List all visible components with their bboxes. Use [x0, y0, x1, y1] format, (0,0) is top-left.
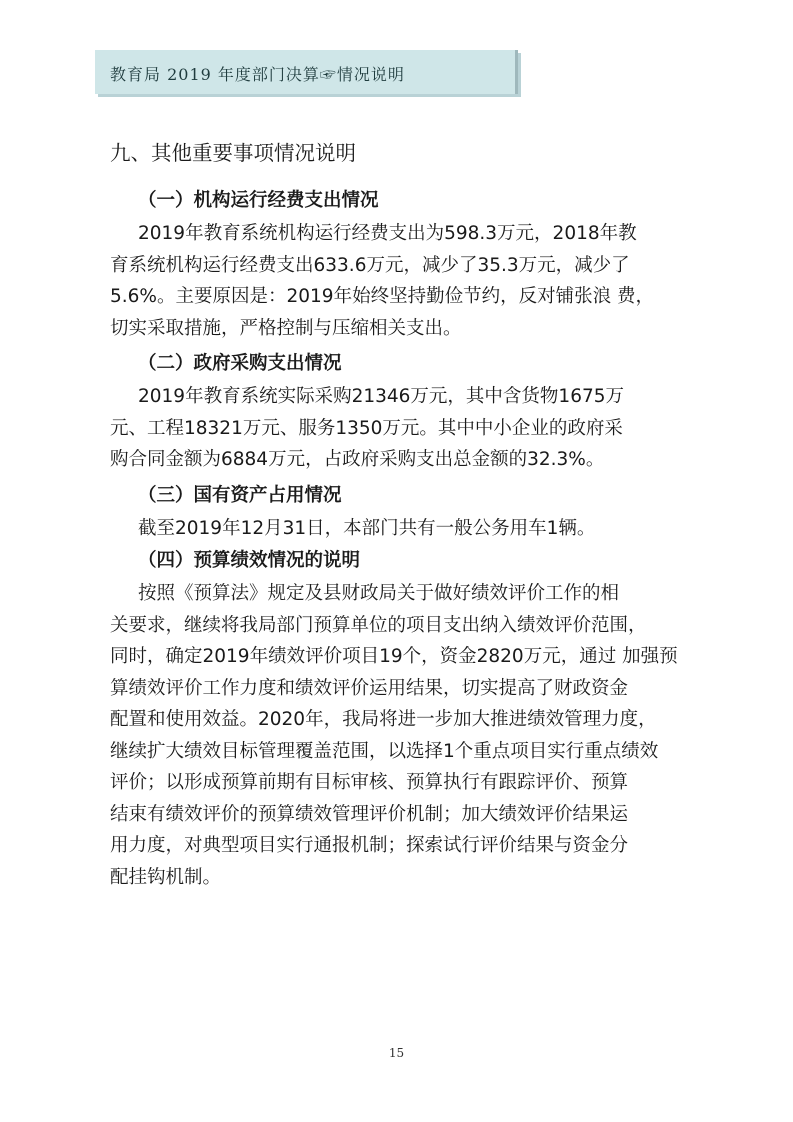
subsection-title-2: （二）政府采购支出情况	[138, 353, 342, 374]
subsection-title-1: （一）机构运行经费支出情况	[138, 190, 379, 211]
paragraph-line: 切实采取措施，严格控制与压缩相关支出。	[110, 317, 462, 339]
paragraph-line: 配挂钩机制。	[110, 866, 222, 888]
paragraph-line: 按照《预算法》规定及县财政局关于做好绩效评价工作的相	[138, 583, 620, 604]
subsection-body-1	[110, 218, 692, 344]
paragraph-line: 截至2019年12月31日，本部门共有一般公务用车1辆。	[138, 517, 596, 539]
subsection-body-4	[110, 578, 692, 893]
paragraph-line: 配置和使用效益。2020年，我局将进一步加大推进绩效管理力度，	[110, 709, 657, 730]
subsection-body-3	[110, 513, 692, 545]
document-body	[110, 140, 692, 893]
header-title: 教育局 2019 年度部门决算☞情况说明	[110, 65, 405, 84]
paragraph-line: 购合同金额为6884万元，占政府采购支出总金额的32.3%。	[110, 449, 605, 470]
subsection-body-2	[110, 381, 692, 476]
paragraph-line: 关要求，继续将我局部门预算单位的项目支出纳入绩效评价范围，	[110, 614, 647, 636]
page-number: 15	[388, 1046, 405, 1060]
paragraph-line: 5.6%。主要原因是：2019年始终坚持勤俭节约，反对铺张浪 费，	[110, 286, 654, 307]
paragraph-line: 算绩效评价工作力度和绩效评价运用结果，切实提高了财政资金	[110, 677, 629, 699]
section-title: 九、其他重要事项情况说明	[110, 141, 356, 165]
paragraph-line: 评价；以形成预算前期有目标审核、预算执行有跟踪评价、预算	[110, 772, 629, 793]
paragraph-line: 结束有绩效评价的预算绩效管理评价机制；加大绩效评价结果运	[110, 803, 629, 825]
subsection-title-4: （四）预算绩效情况的说明	[138, 550, 361, 571]
paragraph-line: 同时，确定2019年绩效评价项目19个，资金2820万元，通过 加强预	[110, 646, 678, 667]
paragraph-line: 2019年教育系统机构运行经费支出为598.3万元，2018年教	[138, 223, 637, 244]
subsection-title-3: （三）国有资产占用情况	[138, 484, 342, 506]
paragraph-line: 育系统机构运行经费支出633.6万元，减少了35.3万元，减少了	[110, 254, 630, 276]
paragraph-line: 继续扩大绩效目标管理覆盖范围，以选择1个重点项目实行重点绩效	[110, 740, 659, 762]
paragraph-line: 元、工程18321万元、服务1350万元。其中中小企业的政府采	[110, 417, 623, 439]
paragraph-line: 用力度，对典型项目实行通报机制；探索试行评价结果与资金分	[110, 835, 629, 856]
paragraph-line: 2019年教育系统实际采购21346万元，其中含货物1675万	[138, 386, 625, 407]
